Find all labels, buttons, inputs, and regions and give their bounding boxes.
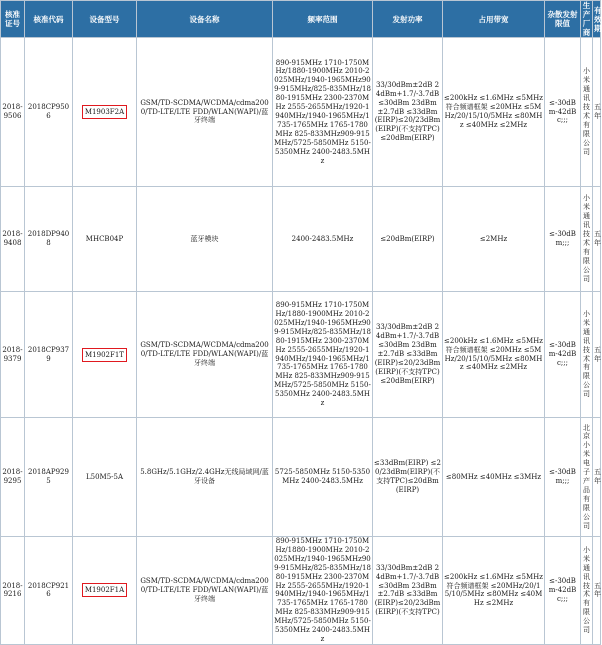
cell-bandwidth: ≤80MHz ≤40MHz ≤3MHz xyxy=(443,418,545,537)
cell-verify-code: 2018CP9379 xyxy=(25,292,73,418)
cell-tx-power: ≤33dBm(EIRP) ≤20/23dBm(EIRP)(不支持TPC)≤20dBm(EIRP) xyxy=(373,418,443,537)
table-row xyxy=(1,537,601,645)
cell-verify-code: 2018CP9216 xyxy=(25,537,73,645)
header-bandwidth: 占用带宽 xyxy=(443,1,545,38)
cell-device-name: GSM/TD-SCDMA/WCDMA/cdma2000/TD-LTE/LTE FDD/WLAN(WAPI)/蓝牙终端 xyxy=(137,38,273,187)
cell-cert-no: 2018-9506 xyxy=(1,38,25,187)
cell-manufacturer: 小米通讯技术有限公司 xyxy=(581,187,593,292)
cell-model xyxy=(73,292,137,418)
cell-model xyxy=(73,187,137,292)
cell-tx-power: 33/30dBm±2dB 24dBm+1.7/-3.7dB ≤30dBm 23dBm±2.7dB ≤33dBm(EIRP)≤20/23dBm(EIRP)(不支持TPC)≤20dBm(EIRP) xyxy=(373,38,443,187)
header-validity: 有效期 xyxy=(593,1,601,38)
cell-cert-no: 2018-9295 xyxy=(1,418,25,537)
model-highlight-box: M1902F1A xyxy=(82,583,127,597)
cell-manufacturer: 小米通讯技术有限公司 xyxy=(581,537,593,645)
header-spurious: 杂散发射限值 xyxy=(545,1,581,38)
header-freq-range: 频率范围 xyxy=(273,1,373,38)
cell-device-name: 蓝牙模块 xyxy=(137,187,273,292)
model-highlight-box: M1903F2A xyxy=(82,105,127,119)
model-text: L50M5-5A xyxy=(85,473,124,481)
header-row xyxy=(1,1,601,38)
cell-freq-range: 890-915MHz 1710-1750MHz/1880-1900MHz 2010-2025MHz/1940-1965MHz909-915MHz/825-835MHz/1880-1915MHz 2300-2370MHz 2555-2655MHz/1920-1940MHz/1940-1965MHz/1735-1765MHz 1765-1780MHz 825-833MHz909-915MHz/5725-5850MHz 5150-5350MHz 2400-2483.5MHz xyxy=(273,292,373,418)
cell-freq-range: 2400-2483.5MHz xyxy=(273,187,373,292)
cell-manufacturer: 北京小米电子产品有限公司 xyxy=(581,418,593,537)
cell-verify-code: 2018DP9408 xyxy=(25,187,73,292)
cell-bandwidth: ≤200kHz ≤1.6MHz ≤5MHz符合频谱框架 ≤20MHz ≤5MHz/20/15/10/5MHz ≤80MHz ≤40MHz ≤2MHz xyxy=(443,38,545,187)
cell-device-name: GSM/TD-SCDMA/WCDMA/cdma2000/TD-LTE/LTE FDD/WLAN(WAPI)/蓝牙终端 xyxy=(137,537,273,645)
header-cert-no: 核准证号 xyxy=(1,1,25,38)
cell-bandwidth: ≤200kHz ≤1.6MHz ≤5MHz符合频谱框架 ≤20MHz/20/15/10/5MHz ≤80MHz ≤40MHz ≤2MHz xyxy=(443,537,545,645)
header-tx-power: 发射功率 xyxy=(373,1,443,38)
cell-freq-range: 5725-5850MHz 5150-5350MHz 2400-2483.5MHz xyxy=(273,418,373,537)
cell-model xyxy=(73,418,137,537)
table-row xyxy=(1,187,601,292)
cell-cert-no: 2018-9379 xyxy=(1,292,25,418)
cell-freq-range: 890-915MHz 1710-1750MHz/1880-1900MHz 2010-2025MHz/1940-1965MHz909-915MHz/825-835MHz/1880-1915MHz 2300-2370MHz 2555-2655MHz/1920-1940MHz/1940-1965MHz/1735-1765MHz 1765-1780MHz 825-833MHz909-915MHz/5725-5850MHz 5150-5350MHz 2400-2483.5MHz xyxy=(273,38,373,187)
table-row xyxy=(1,38,601,187)
cell-manufacturer: 小米通讯技术有限公司 xyxy=(581,38,593,187)
cell-tx-power: 33/30dBm±2dB 24dBm+1.7/-3.7dB ≤30dBm 23dBm±2.7dB ≤33dBm(EIRP)≤20/23dBm(EIRP)(不支持TPC) xyxy=(373,537,443,645)
header-device-name: 设备名称 xyxy=(137,1,273,38)
cell-validity: 五年 xyxy=(593,292,601,418)
header-verify-code: 核准代码 xyxy=(25,1,73,38)
cell-cert-no: 2018-9408 xyxy=(1,187,25,292)
cell-spurious: ≤-30dBm-42dBc;;; xyxy=(545,292,581,418)
model-text: MHCB04P xyxy=(85,235,124,243)
table-row xyxy=(1,418,601,537)
model-highlight-box: M1902F1T xyxy=(82,348,127,362)
cell-verify-code: 2018AP9295 xyxy=(25,418,73,537)
cell-model xyxy=(73,537,137,645)
header-manufacturer: 生产厂商 xyxy=(581,1,593,38)
cell-spurious: ≤-30dBm;;; xyxy=(545,418,581,537)
cell-spurious: ≤-30dBm-42dBc;;; xyxy=(545,537,581,645)
cell-validity: 五年 xyxy=(593,187,601,292)
cell-tx-power: 33/30dBm±2dB 24dBm+1.7/-3.7dB≤30dBm 23dBm±2.7dB ≤33dBm(EIRP)≤20/23dBm(EIRP)(不支持TPC)≤20dBm(EIRP) xyxy=(373,292,443,418)
cell-tx-power: ≤20dBm(EIRP) xyxy=(373,187,443,292)
cell-validity: 五年 xyxy=(593,418,601,537)
cell-validity: 五年 xyxy=(593,537,601,645)
cell-validity: 五年 xyxy=(593,38,601,187)
cell-manufacturer: 小米通讯技术有限公司 xyxy=(581,292,593,418)
cell-verify-code: 2018CP9506 xyxy=(25,38,73,187)
header-model: 设备型号 xyxy=(73,1,137,38)
cell-device-name: GSM/TD-SCDMA/WCDMA/cdma2000/TD-LTE/LTE FDD/WLAN(WAPI)/蓝牙终端 xyxy=(137,292,273,418)
cell-spurious: ≤-30dBm;;; xyxy=(545,187,581,292)
cell-bandwidth: ≤2MHz xyxy=(443,187,545,292)
cell-spurious: ≤-30dBm-42dBc;;; xyxy=(545,38,581,187)
cell-device-name: 5.8GHz/5.1GHz/2.4GHz无线局域网/蓝牙设备 xyxy=(137,418,273,537)
cell-bandwidth: ≤200kHz ≤1.6MHz ≤5MHz符合频谱框架 ≤20MHz ≤5MHz/20/15/10/5MHz ≤80MHz ≤40MHz ≤2MHz xyxy=(443,292,545,418)
cell-cert-no: 2018-9216 xyxy=(1,537,25,645)
table-row xyxy=(1,292,601,418)
cell-freq-range: 890-915MHz 1710-1750MHz/1880-1900MHz 2010-2025MHz/1940-1965MHz909-915MHz/825-835MHz/1880-1915MHz 2300-2370MHz 2555-2655MHz/1920-1940MHz/1940-1965MHz/1735-1765MHz 1765-1780MHz 825-833MHz909-915MHz/5725-5850MHz 5150-5350MHz 2400-2483.5MHz xyxy=(274,537,371,643)
cell-model xyxy=(73,38,137,187)
